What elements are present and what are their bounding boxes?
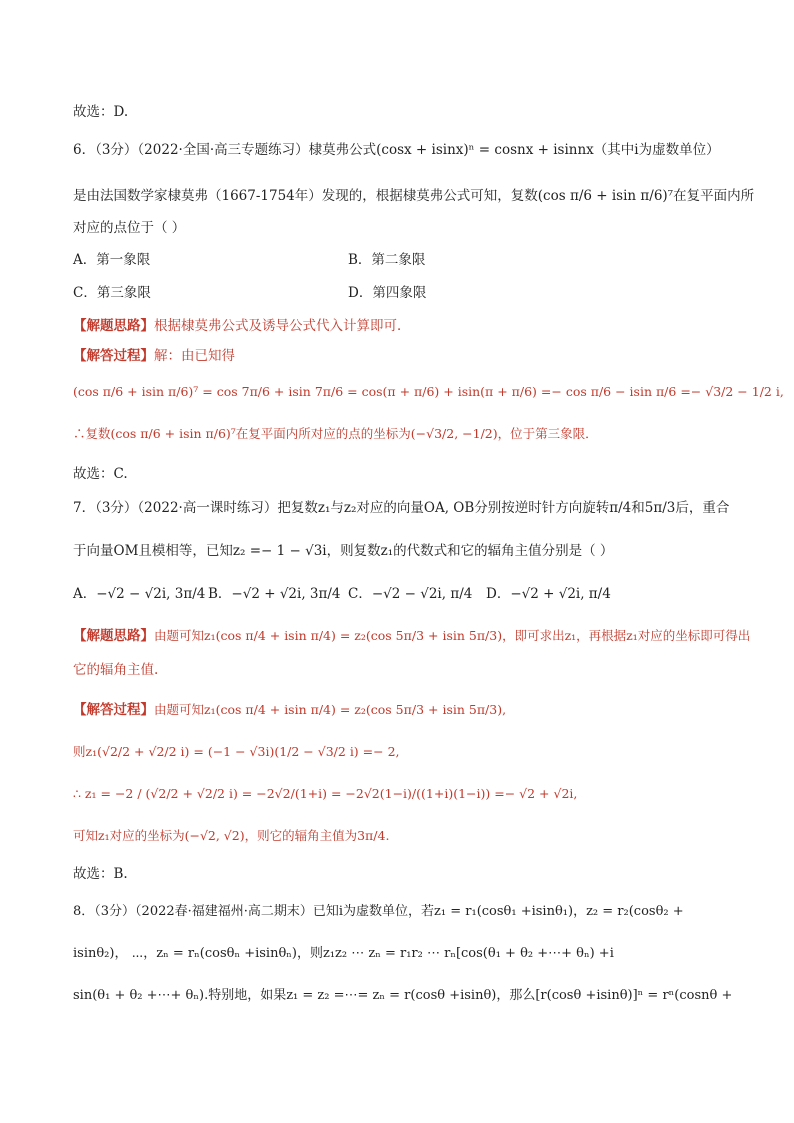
q6-option-a: A．第一象限	[73, 252, 151, 268]
q7-header: 7．（3分）（2022·高一课时练习）把复数z₁与z₂对应的向量OA, OB分别按逆时针方向旋转π/4和5π/3后，重合	[73, 500, 730, 516]
q6-option-d: D．第四象限	[348, 285, 427, 301]
q6-proc-text: 解：由已知得	[154, 348, 235, 364]
q6-line2: 是由法国数学家棣莫弗（1667-1754年）发现的，根据棣莫弗公式可知，复数(cos π/6 + isin π/6)⁷在复平面内所	[73, 188, 755, 204]
q6-header: 6．（3分）（2022·全国·高三专题练习）棣莫弗公式(cosx + isinx)ⁿ = cosnx + isinnx（其中i为虚数单位）	[73, 142, 720, 158]
q7-step2: ∴ z₁ = −2 / (√2/2 + √2/2 i) = −2√2/(1+i) = −2√2(1−i)/((1+i)(1−i)) =− √2 + √2i,	[73, 786, 578, 801]
q7-option-d: D．−√2 + √2i, π/4	[486, 586, 611, 602]
q8-line1: 8．（3分）（2022春·福建福州·高二期末）已知i为虚数单位，若z₁ = r₁(cosθ₁ +isinθ₁)，z₂ = r₂(cosθ₂ +	[73, 904, 684, 919]
q7-line2: 于向量OM且模相等，已知z₂ =− 1 − √3i，则复数z₁的代数式和它的辐角主值分别是（ ）	[73, 543, 614, 559]
q6-answer: 故选：C.	[73, 466, 128, 482]
q8-line2: isinθ₂)， ⋯，zₙ = rₙ(cosθₙ +isinθₙ)，则z₁z₂ ⋯ zₙ = r₁r₂ ⋯ rₙ[cos(θ₁ + θ₂ +⋯+ θₙ) +i	[73, 946, 614, 961]
q6-idea-tag: 【解题思路】	[73, 318, 154, 334]
q7-idea-tag: 【解题思路】	[73, 628, 154, 644]
q7-step3: 可知z₁对应的坐标为(−√2, √2)，则它的辐角主值为3π/4.	[73, 828, 390, 843]
q6-option-b: B．第二象限	[348, 252, 426, 268]
q6-line3: 对应的点位于（ ）	[73, 220, 186, 236]
q6-process	[73, 346, 734, 366]
q7-idea	[73, 626, 751, 646]
q7-idea-line2: 它的辐角主值.	[73, 662, 159, 678]
q7-option-b: B．−√2 + √2i, 3π/4	[208, 586, 341, 602]
q7-proc-text: 由题可知z₁(cos π/4 + isin π/4) = z₂(cos 5π/3 + isin 5π/3),	[154, 702, 507, 717]
previous-answer: 故选：D.	[73, 104, 129, 120]
q7-step1: 则z₁(√2/2 + √2/2 i) = (−1 − √3i)(1/2 − √3/2 i) =− 2,	[73, 744, 400, 759]
q6-idea-text: 根据棣莫弗公式及诱导公式代入计算即可．	[154, 318, 411, 334]
q6-option-c: C．第三象限	[73, 285, 151, 301]
q7-proc-tag: 【解答过程】	[73, 702, 154, 718]
q8-line3: sin(θ₁ + θ₂ +⋯+ θₙ).特别地，如果z₁ = z₂ =⋯= zₙ = r(cosθ +isinθ)，那么[r(cosθ +isinθ)]ⁿ = rⁿ(cosnθ +	[73, 988, 733, 1003]
q7-idea-text: 由题可知z₁(cos π/4 + isin π/4) = z₂(cos 5π/3 + isin 5π/3)，即可求出z₁，再根据z₁对应的坐标即可得出	[154, 628, 751, 643]
q7-option-a: A．−√2 − √2i, 3π/4	[73, 586, 206, 602]
q7-option-c: C．−√2 − √2i, π/4	[348, 586, 473, 602]
q7-answer: 故选：B.	[73, 866, 128, 882]
q6-calculation: (cos π/6 + isin π/6)⁷ = cos 7π/6 + isin 7π/6 = cos(π + π/6) + isin(π + π/6) =− cos π/6 − isin π/6 =− √3/2 − 1/2 i,	[73, 384, 784, 399]
q7-process	[73, 700, 734, 720]
q6-idea	[73, 316, 734, 336]
q6-proc-tag: 【解答过程】	[73, 348, 154, 364]
q6-conclusion: ∴复数(cos π/6 + isin π/6)⁷在复平面内所对应的点的坐标为(−√3/2, −1/2)，位于第三象限．	[73, 426, 598, 441]
